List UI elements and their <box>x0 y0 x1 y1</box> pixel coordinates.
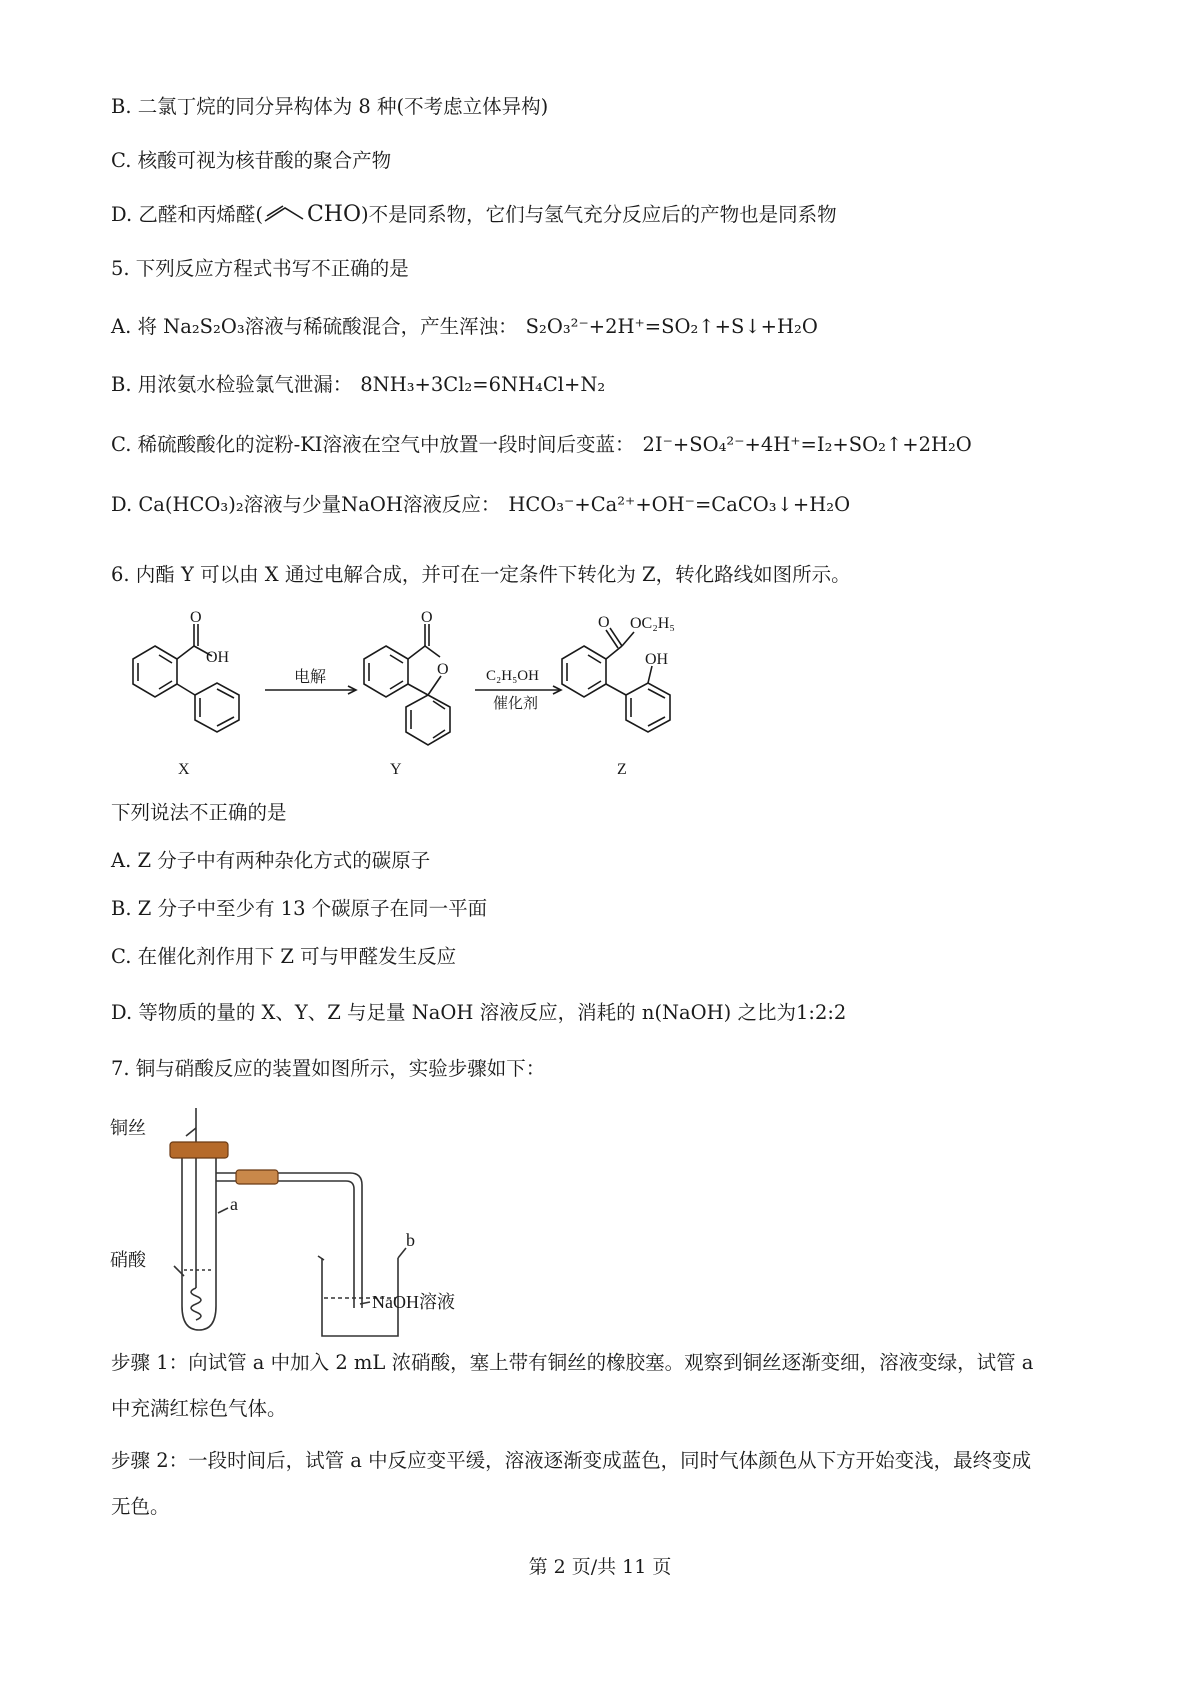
label-beaker-b: b <box>406 1230 415 1250</box>
label-tube-a: a <box>230 1194 238 1214</box>
z-oh-label: OH <box>645 651 669 668</box>
q5-option-a <box>111 314 818 340</box>
q5-option-d-text: D. Ca(HCO₃)₂溶液与少量NaOH溶液反应： <box>111 493 501 516</box>
y-ring-o: O <box>437 661 449 678</box>
q5-option-a-text: A. 将 Na₂S₂O₃溶液与稀硫酸混合，产生浑浊： <box>111 315 518 338</box>
q5-option-c <box>111 432 972 458</box>
label-y: Y <box>390 761 402 778</box>
q4-option-c: C. 核酸可视为核苷酸的聚合产物 <box>111 149 392 172</box>
x-oh-label: OH <box>206 649 230 666</box>
q7-step2-line2: 无色。 <box>111 1495 170 1518</box>
q7-step1-line1: 步骤 1：向试管 a 中加入 2 mL 浓硝酸，塞上带有铜丝的橡胶塞。观察到铜丝逐渐变细，溶液变绿，试管 a <box>111 1351 1034 1374</box>
q6-option-b: B. Z 分子中至少有 13 个碳原子在同一平面 <box>111 897 488 920</box>
q6-option-a: A. Z 分子中有两种杂化方式的碳原子 <box>111 849 431 872</box>
q4-option-d-suffix: )不是同系物，它们与氢气充分反应后的产物也是同系物 <box>361 203 837 226</box>
arrow2-bottom-label: 催化剂 <box>493 696 539 712</box>
q5-option-d <box>111 492 850 518</box>
arrow2-top-label: C₂H₅OH <box>486 668 539 684</box>
acrolein-structure <box>263 203 307 225</box>
x-carbonyl-o: O <box>190 609 202 626</box>
z-carbonyl-o: O <box>598 614 610 631</box>
q6-option-c: C. 在催化剂作用下 Z 可与甲醛发生反应 <box>111 945 457 968</box>
label-copper-wire: 铜丝 <box>110 1118 146 1138</box>
label-z: Z <box>617 761 627 778</box>
label-x: X <box>178 761 190 778</box>
label-nitric-acid: 硝酸 <box>110 1250 146 1270</box>
q5-option-a-equation: S₂O₃²⁻+2H⁺=SO₂↑+S↓+H₂O <box>525 315 818 338</box>
reaction-scheme <box>100 602 780 782</box>
q4-option-d <box>111 202 837 228</box>
q5-option-b-text: B. 用浓氨水检验氯气泄漏： <box>111 373 353 396</box>
q5-option-c-equation: 2I⁻+SO₄²⁻+4H⁺=I₂+SO₂↑+2H₂O <box>642 433 972 456</box>
q6-option-d: D. 等物质的量的 X、Y、Z 与足量 NaOH 溶液反应，消耗的 n(NaOH) 之比为1:2:2 <box>111 1001 847 1024</box>
q5-option-d-equation: HCO₃⁻+Ca²⁺+OH⁻=CaCO₃↓+H₂O <box>508 493 851 516</box>
cho-group: CHO <box>306 202 362 227</box>
q4-option-b: B. 二氯丁烷的同分异构体为 8 种(不考虑立体异构) <box>111 95 549 118</box>
z-ethoxy-label: OC₂H₅ <box>630 615 675 632</box>
page-footer: 第 2 页/共 11 页 <box>528 1556 672 1578</box>
q6-stem: 6. 内酯 Y 可以由 X 通过电解合成，并可在一定条件下转化为 Z，转化路线如图所示。 <box>111 563 851 586</box>
q5-option-b <box>111 372 605 398</box>
label-naoh-solution: NaOH溶液 <box>372 1292 455 1312</box>
arrow1-label: 电解 <box>294 669 327 686</box>
apparatus-figure <box>110 1098 510 1338</box>
q6-sub-stem: 下列说法不正确的是 <box>111 801 287 824</box>
q5-option-b-equation: 8NH₃+3Cl₂=6NH₄Cl+N₂ <box>360 373 606 396</box>
q5-option-c-text: C. 稀硫酸酸化的淀粉-KI溶液在空气中放置一段时间后变蓝： <box>111 433 635 456</box>
q4-option-d-prefix: D. 乙醛和丙烯醛( <box>111 203 263 226</box>
q7-step2-line1: 步骤 2：一段时间后，试管 a 中反应变平缓，溶液逐渐变成蓝色，同时气体颜色从下方开始变浅，最终变成 <box>111 1449 1032 1472</box>
y-carbonyl-o: O <box>421 609 433 626</box>
q5-stem: 5. 下列反应方程式书写不正确的是 <box>111 257 409 280</box>
q7-step1-line2: 中充满红棕色气体。 <box>111 1397 287 1420</box>
q7-stem: 7. 铜与硝酸反应的装置如图所示，实验步骤如下： <box>111 1057 546 1080</box>
